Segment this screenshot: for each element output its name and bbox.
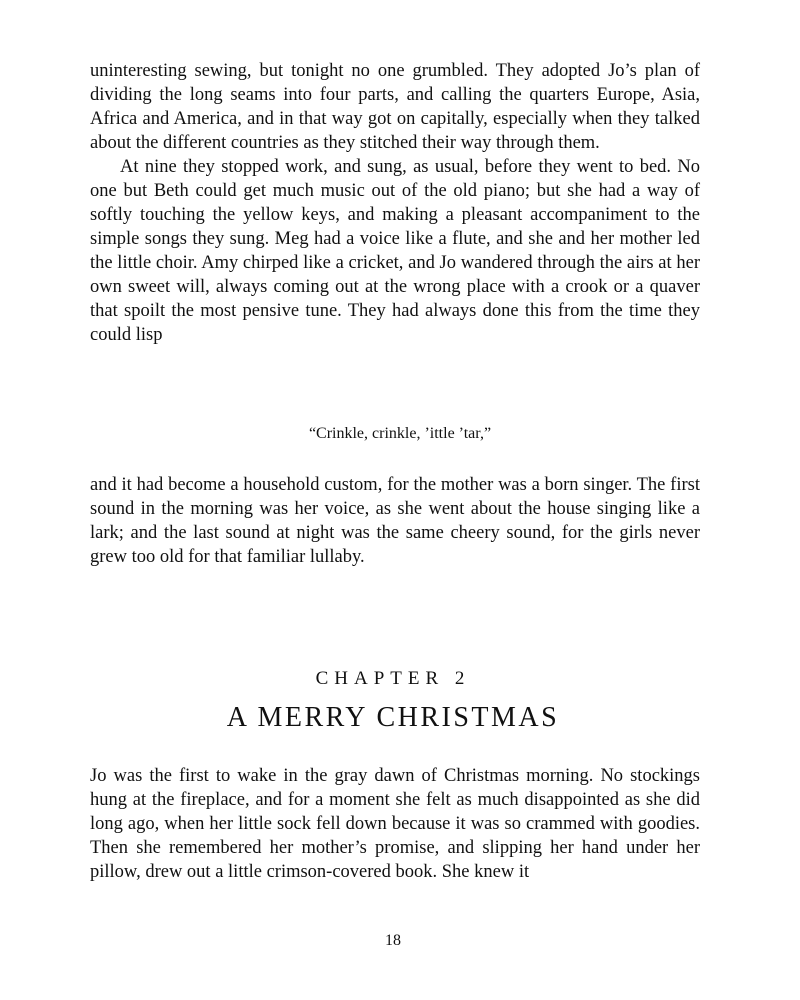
paragraph-sewing: uninteresting sewing, but tonight no one grumbled. They adopted Jo’s plan of dividing the long seams into four parts, and calling the quarters Europe, Asia, Africa and America, and in that way got on capitally, especially when they talked about the different countries as they stitched their way through them. [90,61,700,153]
page-number: 18 [385,932,401,949]
chapter-number: CHAPTER 2 [315,668,471,689]
verse-quote: “Crinkle, crinkle, ’ittle ’tar,” [308,425,492,442]
paragraph-music: At nine they stopped work, and sung, as usual, before they went to bed. No one but Beth could get much music out of the old piano; but she had a way of softly touching the yellow keys, and making a pleasant accompaniment to the simple songs they sung. Meg had a voice like a flute, and she and her mother led the little choir. Amy chirped like a cricket, and Jo wandered through the airs at her own sweet will, always coming out at the wrong place with a crook or a quaver that spoilt the most pensive tune. They had always done this from the time they could lisp [90,157,700,345]
chapter-title: A MERRY CHRISTMAS [226,702,560,733]
paragraph-christmas-morning: Jo was the first to wake in the gray dawn of Christmas morning. No stockings hung at the fireplace, and for a moment she felt as much disappointed as she did long ago, when her little sock fell down because it was so crammed with goodies. Then she remembered her mother’s promise, and slipping her hand under her pillow, drew out a little crimson-covered book. She knew it [90,766,700,882]
text-block-chapter-opening [90,764,700,884]
text-block-top [90,59,700,347]
paragraph-household-custom: and it had become a household custom, for the mother was a born singer. The first sound in the morning was her voice, as she went about the house singing like a lark; and the last sound at night was the same cheery sound, for the girls never grew too old for that familiar lullaby. [90,475,700,567]
text-block-middle [90,473,700,569]
